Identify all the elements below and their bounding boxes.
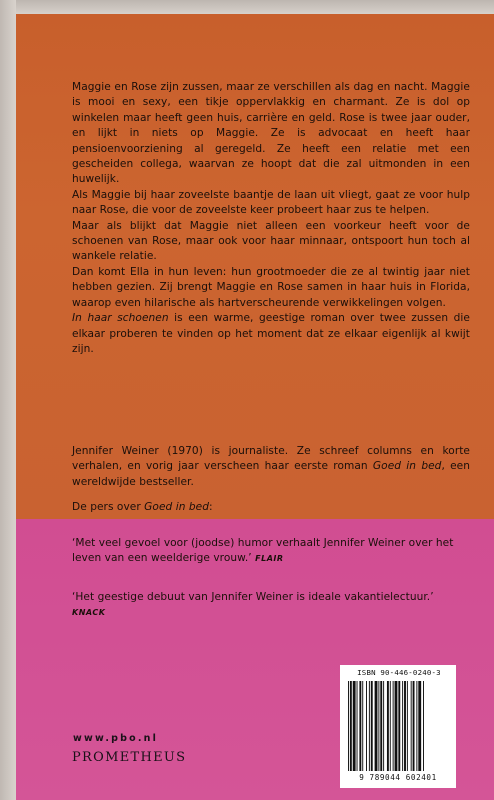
barcode-bars <box>348 681 450 771</box>
blurb-paragraph-3: Maar als blijkt dat Maggie niet alleen een voorkeur heeft voor de schoenen van Rose, maar ook voor haar minnaar, ontspoort hun toch al wankele relatie. <box>72 219 470 263</box>
barcode-bar <box>402 681 403 771</box>
barcode-bar <box>353 681 356 771</box>
barcode-bar <box>348 681 349 771</box>
author-bio <box>72 444 470 490</box>
publisher-logo: PROMETHEUS <box>72 750 187 765</box>
author-bio-text: Jennifer Weiner (1970) is journaliste. Ze schreef columns en korte verhalen, en vorig jaar verscheen haar eerste roman <box>72 445 470 473</box>
barcode-bar <box>390 681 391 771</box>
barcode-bar <box>413 681 415 771</box>
barcode-bar <box>366 681 367 771</box>
press-heading-colon: : <box>209 501 213 513</box>
barcode-bar <box>362 681 363 771</box>
author-bio-text-end: , een wereldwijde bestseller. <box>72 460 471 488</box>
barcode-bar <box>383 681 384 771</box>
barcode-bar <box>359 681 361 771</box>
press-quote-2-source: KNACK <box>72 608 106 618</box>
barcode-bar <box>387 681 389 771</box>
barcode-bar <box>375 681 378 771</box>
page-edge-top <box>0 0 494 14</box>
press-heading-text: De pers over <box>72 501 145 513</box>
blurb-paragraph-4: Dan komt Ella in hun leven: hun grootmoeder die ze al twintig jaar niet hebben gezien. Zij brengt Maggie en Rose samen in haar huis in Florida, waarop even hilarische als hartverscheurende verwikkelingen volgen. <box>72 265 470 309</box>
book-title: In haar schoenen <box>72 312 169 325</box>
barcode-bar <box>380 681 382 771</box>
barcode-bar <box>378 681 379 771</box>
press-quote-1-text: ‘Met veel gevoel voor (joodse) humor verhaalt Jennifer Weiner over het leven van een weelderige vrouw.’ <box>72 537 454 565</box>
barcode-bar <box>416 681 417 771</box>
press-quote-2-text: ‘Het geestige debuut van Jennifer Weiner is ideale vakantielectuur.’ <box>72 591 434 603</box>
barcode-bar <box>357 681 358 771</box>
barcode-digits: 9 789044 602401 <box>359 773 437 782</box>
barcode-bar <box>393 681 394 771</box>
barcode-bar <box>350 681 352 771</box>
barcode-bar <box>398 681 400 771</box>
barcode-bar <box>423 681 424 771</box>
barcode <box>340 665 456 788</box>
barcode-bar <box>404 681 406 771</box>
barcode-bar <box>407 681 408 771</box>
barcode-bar <box>411 681 412 771</box>
press-heading <box>72 500 470 515</box>
press-heading-title: Goed in bed <box>144 501 210 513</box>
isbn-label: ISBN 90-446-0240-3 <box>357 668 441 677</box>
page-edge-left <box>0 0 16 800</box>
blurb <box>72 80 470 357</box>
barcode-bar <box>371 681 373 771</box>
barcode-bar <box>395 681 398 771</box>
barcode-bar <box>418 681 421 771</box>
blurb-paragraph-2: Als Maggie bij haar zoveelste baantje de laan uit vliegt, gaat ze voor hulp naar Rose, die voor de zoveelste keer probeert haar zus te helpen. <box>72 188 470 217</box>
blurb-paragraph-5-text: is een warme, geestige roman over twee zussen die elkaar proberen te vinden op het moment dat ze elkaar eigenlijk al kwijt zijn. <box>72 312 470 355</box>
barcode-bar <box>369 681 370 771</box>
press-quote-2 <box>72 590 470 621</box>
press-quote-1 <box>72 536 470 567</box>
book-back-cover <box>16 14 494 800</box>
press-quote-1-source: FLAIR <box>255 554 284 564</box>
previous-book-title: Goed in bed <box>372 460 442 473</box>
blurb-paragraph-5 <box>72 311 470 357</box>
blurb-paragraph-1: Maggie en Rose zijn zussen, maar ze verschillen als dag en nacht. Maggie is mooi en sexy, een tikje oppervlakkig en charmant. Ze is dol op winkelen maar heeft geen huis, carrière en geld. Rose is twee jaar ouder, en lijkt in niets op Maggie. Ze is advocaat en heeft haar pensioenvoorziening al geregeld. Ze heeft een relatie met een gescheiden collega, waarvan ze hoopt dat die zal uitmonden in een huwelijk. <box>72 81 470 186</box>
publisher-url: www.pbo.nl <box>73 733 159 744</box>
